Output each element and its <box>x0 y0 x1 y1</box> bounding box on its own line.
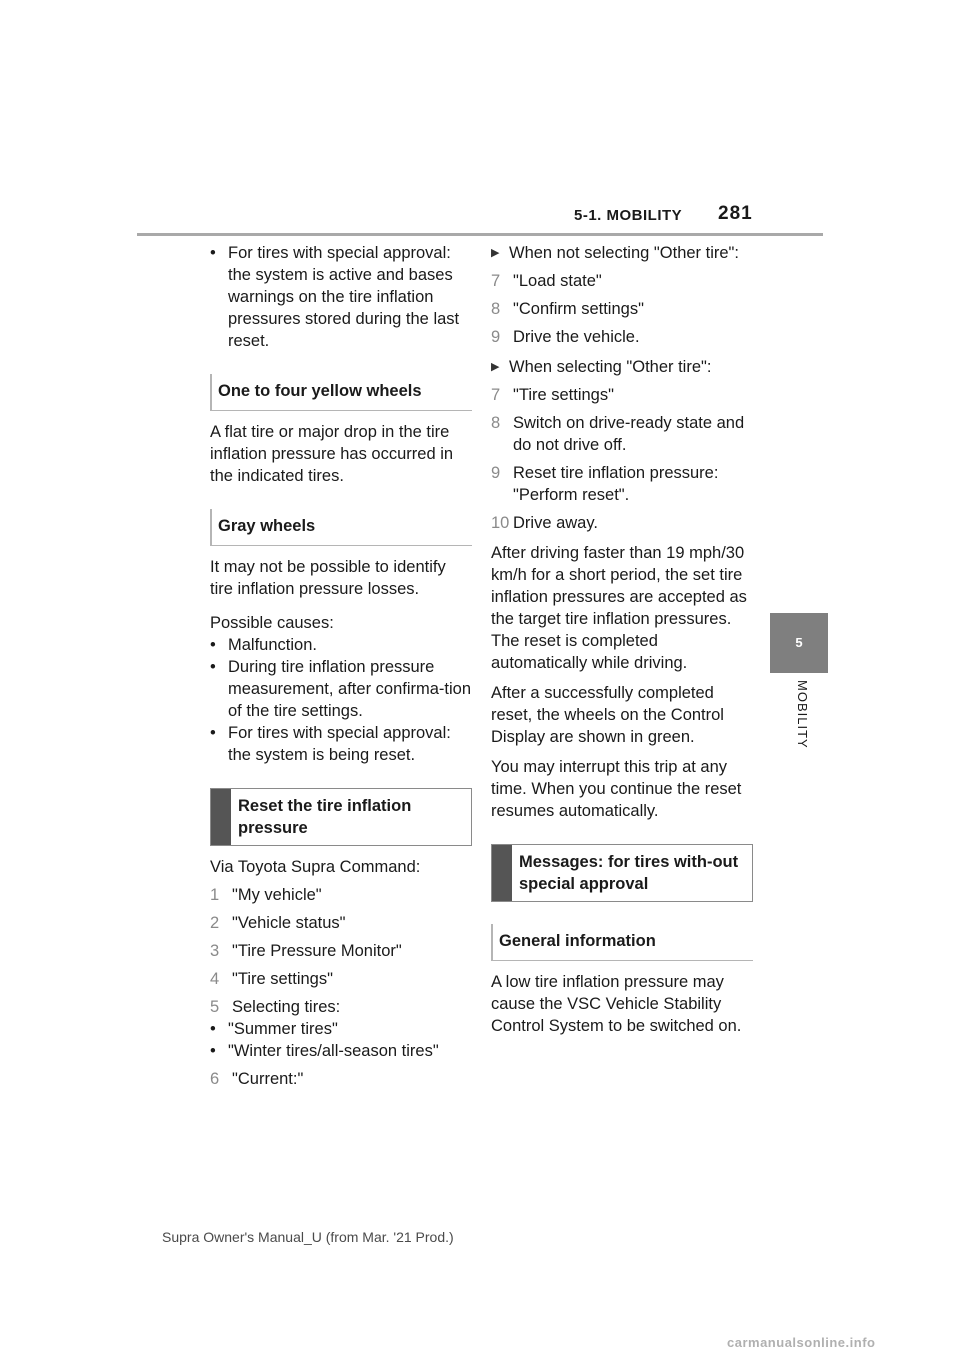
paragraph: A flat tire or major drop in the tire inflation pressure has occurred in the indicated tires. <box>210 423 454 485</box>
paragraph: It may not be possible to identify tire inflation pressure losses. <box>210 558 446 598</box>
step-item: 4 "Tire settings" <box>210 970 333 988</box>
bullet: • <box>210 244 216 262</box>
watermark: carmanualsonline.info <box>727 1335 876 1350</box>
step-item: 6 "Current:" <box>210 1070 304 1088</box>
step-item: 9 Reset tire inflation pressure: "Perform reset". <box>491 464 719 504</box>
step-item: 9 Drive the vehicle. <box>491 328 640 346</box>
header-rule <box>137 233 823 236</box>
paragraph: A low tire inflation pressure may cause the VSC Vehicle Stability Control System to be switched on. <box>491 973 742 1035</box>
step-item: 8 "Confirm settings" <box>491 300 644 318</box>
step-item: 8 Switch on drive-ready state and do not drive off. <box>491 414 745 454</box>
step-item: 1 "My vehicle" <box>210 886 322 904</box>
step-item: 7 "Tire settings" <box>491 386 614 404</box>
list-item: • "Summer tires" <box>210 1020 338 1038</box>
heading-gray-wheels: Gray wheels <box>210 509 472 546</box>
list-item: • For tires with special approval: the system is active and bases warnings on the tire inflation pressures stored during the last reset. <box>210 244 460 350</box>
arrow-right-icon: ▶ <box>491 247 500 259</box>
heading-yellow-wheels: One to four yellow wheels <box>210 374 472 411</box>
paragraph: You may interrupt this trip at any time. When you continue the reset resumes automatically. <box>491 758 742 820</box>
list-item: • Malfunction. <box>210 636 317 654</box>
list-item: • "Winter tires/all-season tires" <box>210 1042 439 1060</box>
list-item: • For tires with special approval: the system is being reset. <box>210 724 451 764</box>
list-item: • During tire inflation pressure measurement, after confirma-tion of the tire settings. <box>210 658 472 720</box>
heading-messages: Messages: for tires with-out special approval <box>491 844 753 902</box>
right-column <box>491 242 753 1037</box>
step-item: 10 Drive away. <box>491 514 598 532</box>
step-item: 3 "Tire Pressure Monitor" <box>210 942 402 960</box>
paragraph: After driving faster than 19 mph/30 km/h for a short period, the set tire inflation pressures are accepted as the target tire inflation pressures. The reset is completed automatically while driving. <box>491 544 747 672</box>
chapter-tab[interactable]: 5 <box>770 613 828 673</box>
arrow-right-icon: ▶ <box>491 361 500 373</box>
condition-item: ▶ When not selecting "Other tire": <box>491 244 739 262</box>
step-item: 2 "Vehicle status" <box>210 914 346 932</box>
section-title: 5-1. MOBILITY <box>574 207 683 224</box>
step-item: 5 Selecting tires: <box>210 998 341 1016</box>
heading-reset-pressure: Reset the tire inflation pressure <box>210 788 472 846</box>
chapter-label: MOBILITY <box>795 680 810 749</box>
left-column <box>210 242 472 1090</box>
paragraph: After a successfully completed reset, the wheels on the Control Display are shown in green. <box>491 684 724 746</box>
paragraph: Possible causes: <box>210 614 334 632</box>
step-item: 7 "Load state" <box>491 272 602 290</box>
heading-general-information: General information <box>491 924 753 961</box>
page-number: 281 <box>718 203 753 224</box>
footer: Supra Owner's Manual_U (from Mar. '21 Prod.) <box>162 1229 454 1245</box>
paragraph: Via Toyota Supra Command: <box>210 858 421 876</box>
condition-item: ▶ When selecting "Other tire": <box>491 358 712 376</box>
